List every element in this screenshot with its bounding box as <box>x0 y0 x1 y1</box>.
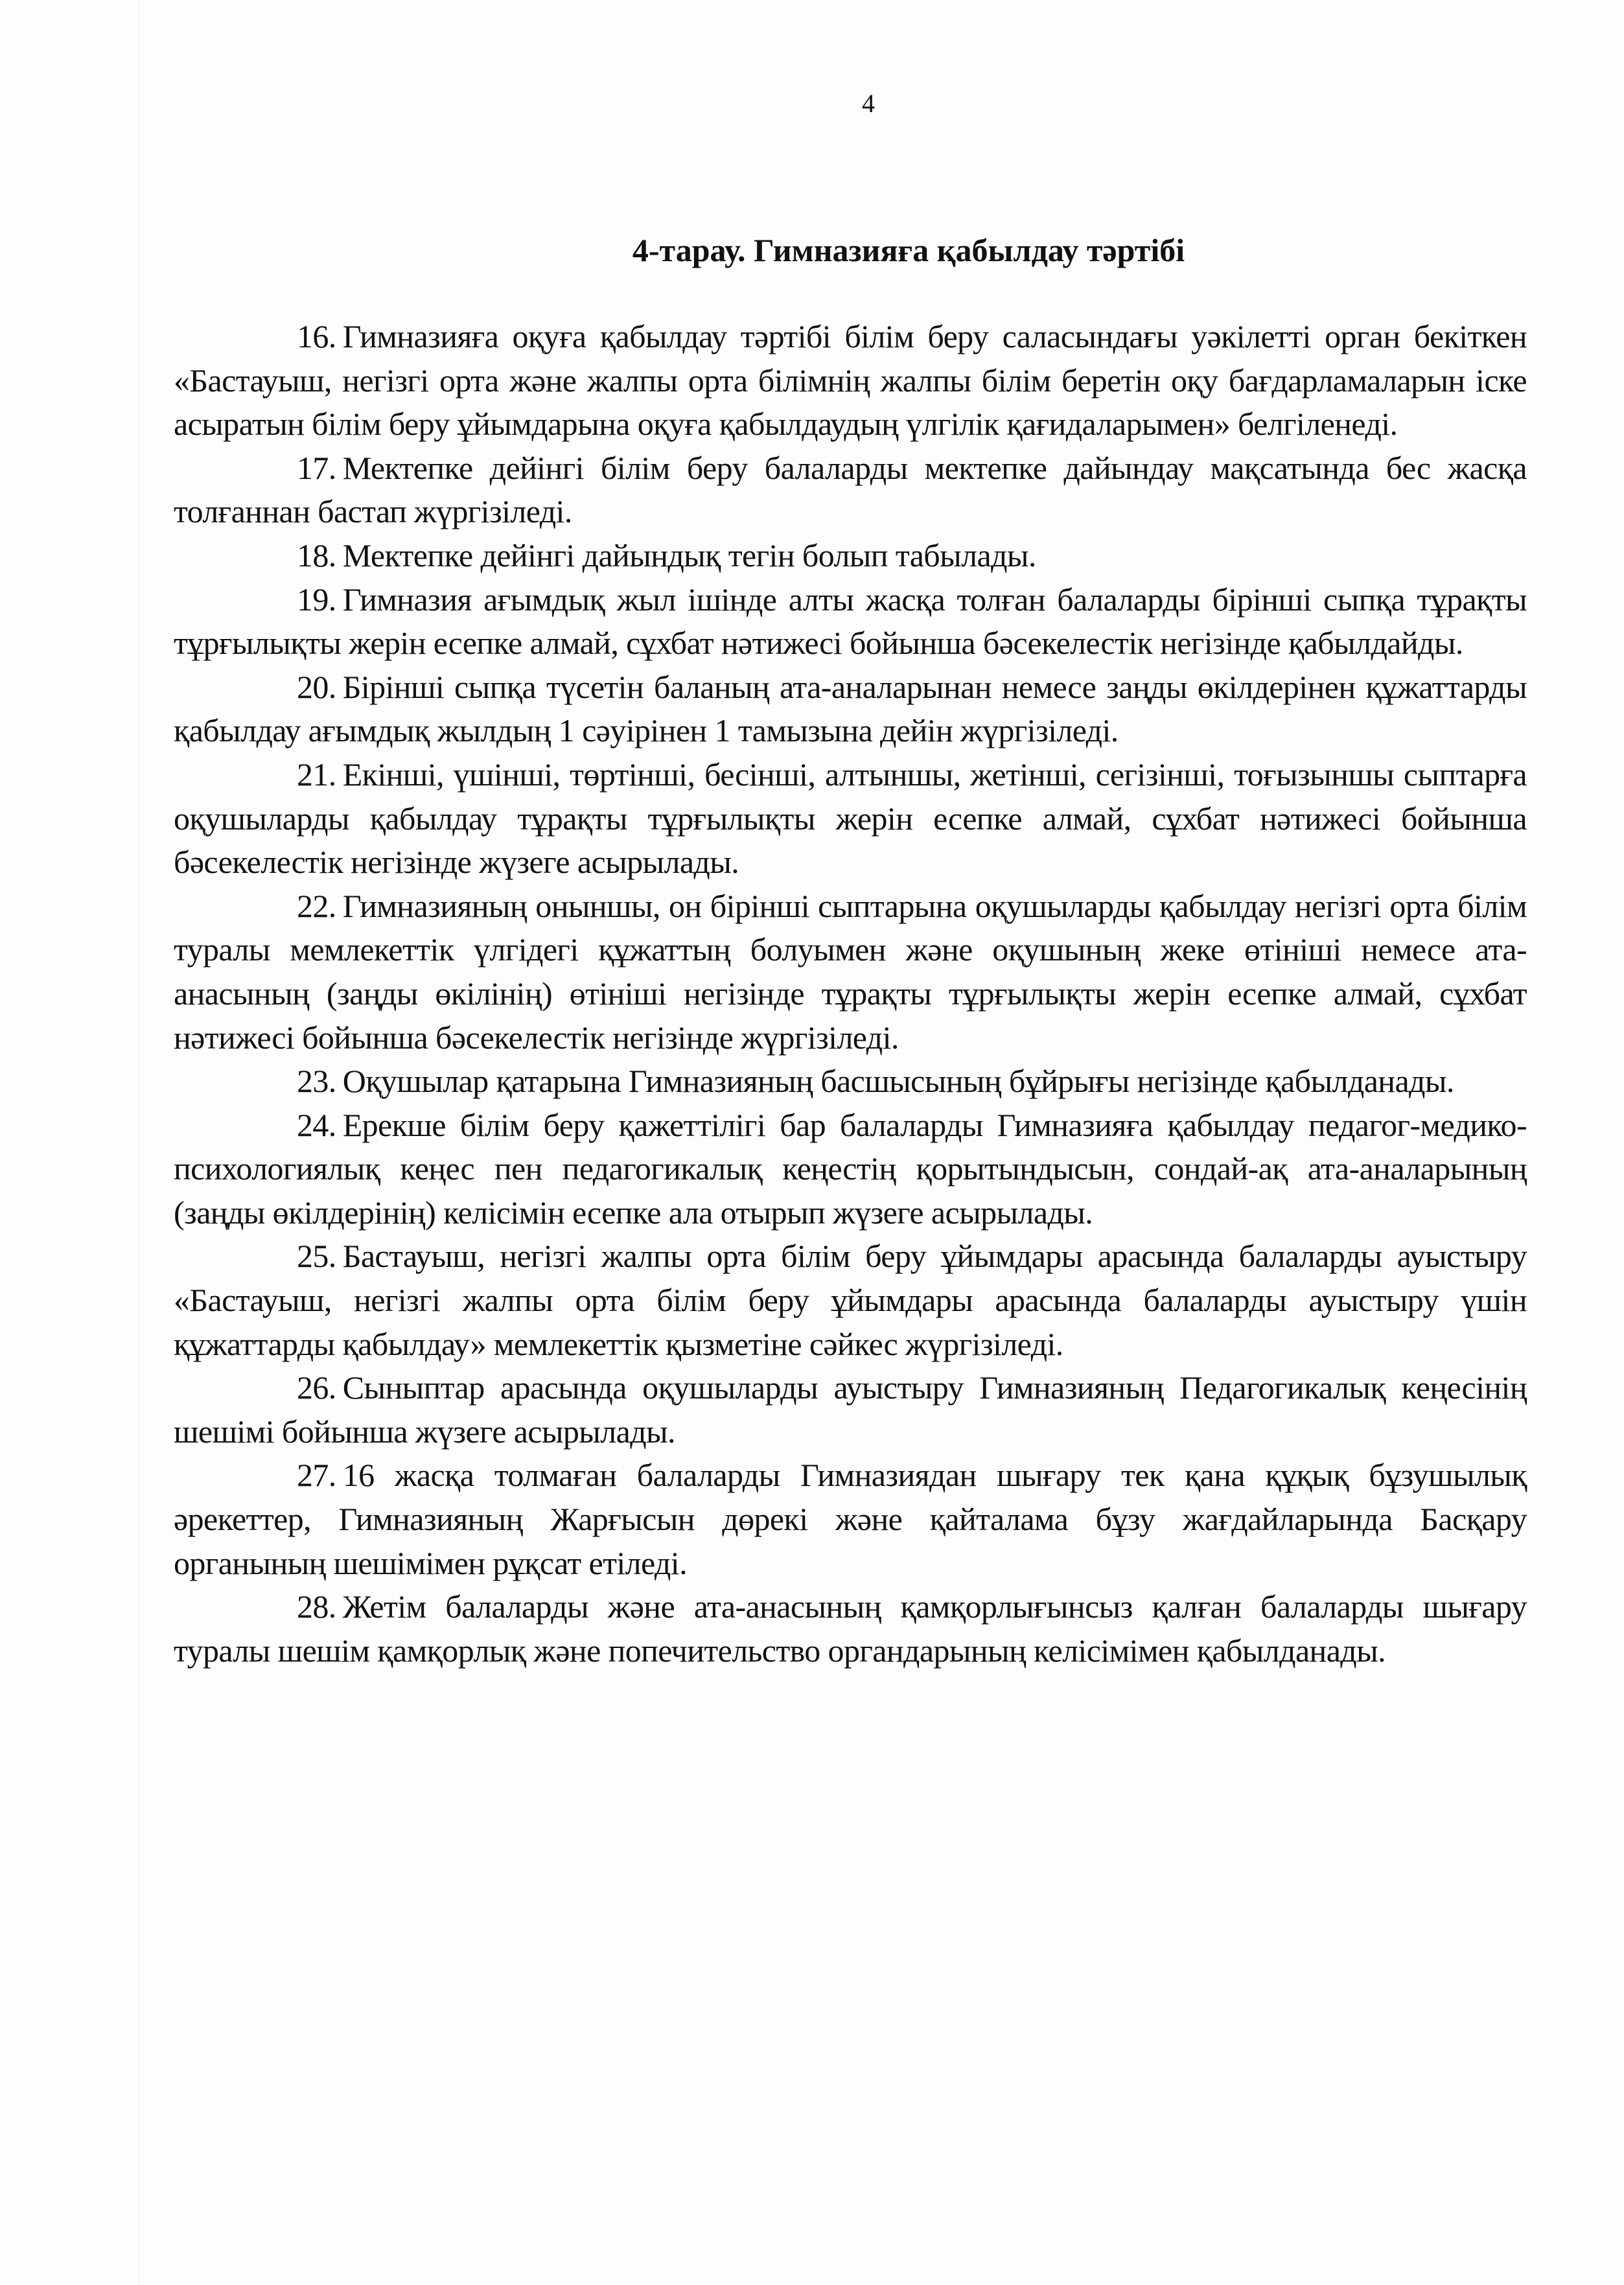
paragraph-28 <box>174 1585 1527 1673</box>
paragraph-text: Бірінші сыпқа түсетін баланың ата-аналарынан немесе заңды өкілдерінен құжаттарды қабылдау ағымдық жылдың 1 сәуірінен 1 тамызына дейін жүргізіледі. <box>174 668 1527 749</box>
paragraph-text: Сыныптар арасында оқушыларды ауыстыру Гимназияның Педагогикалық кеңесінің шешімі бойынша жүзеге асырылады. <box>174 1369 1527 1450</box>
chapter-title: 4-тарау. Гимназияға қабылдау тәртібі <box>632 232 1185 268</box>
paragraph-text: Бастауыш, негізгі жалпы орта білім беру ұйымдары арасында балаларды ауыстыру «Бастауыш, негізгі жалпы орта білім беру ұйымдары арасында балаларды ауыстыру үшін құжаттарды қабылдау» мемлекеттік қызметіне сәйкес жүргізіледі. <box>174 1238 1527 1362</box>
paragraph-text: Екінші, үшінші, төртінші, бесінші, алтыншы, жетінші, сегізінші, тоғызыншы сыптарға оқушыларды қабылдау тұрақты тұрғылықты жерін есепке алмай, сұхбат нәтижесі бойынша бәсекелестік негізінде жүзеге асырылады. <box>174 756 1527 881</box>
paragraph-24 <box>174 1104 1527 1235</box>
paragraph-number: 25. <box>297 1238 336 1275</box>
paragraph-text: Мектепке дейінгі дайындық тегін болып табылады. <box>342 537 1036 574</box>
paragraph-number: 21. <box>297 756 336 793</box>
paragraph-25 <box>174 1235 1527 1366</box>
paragraph-27 <box>174 1454 1527 1585</box>
paragraph-text: Гимназияға оқуға қабылдау тәртібі білім беру саласындағы уәкілетті орган бекіткен «Бастауыш, негізгі орта және жалпы орта білімнің жалпы білім беретін оқу бағдарламаларын іске асыратын білім беру ұйымдарына оқуға қабылдаудың үлгілік қағидаларымен» белгіленеді. <box>174 318 1527 443</box>
paragraph-26 <box>174 1366 1527 1454</box>
paragraph-17 <box>174 447 1527 534</box>
paragraph-number: 19. <box>297 581 336 618</box>
paragraph-16 <box>174 315 1527 447</box>
paragraph-text: Ерекше білім беру қажеттілігі бар балаларды Гимназияға қабылдау педагог-медико-психологиялық кеңес пен педагогикалық кеңестің қорытындысын, сондай-ақ ата-аналарының (заңды өкілдерінің) келісімін есепке ала отырып жүзеге асырылады. <box>174 1106 1527 1231</box>
paragraph-number: 20. <box>297 668 336 705</box>
page-number: 4 <box>862 89 875 118</box>
paragraph-number: 17. <box>297 449 336 486</box>
paragraph-20 <box>174 666 1527 753</box>
scan-page-crease <box>138 0 141 2285</box>
paragraph-number: 27. <box>297 1457 336 1494</box>
paragraph-number: 24. <box>297 1106 336 1143</box>
paragraph-number: 26. <box>297 1369 336 1406</box>
paragraph-text: Жетім балаларды және ата-анасының қамқорлығынсыз қалған балаларды шығару туралы шешім қамқорлық және попечительство органдарының келісімімен қабылданады. <box>174 1588 1527 1669</box>
paragraph-number: 22. <box>297 887 336 924</box>
paragraph-18 <box>174 534 1527 578</box>
paragraph-number: 28. <box>297 1588 336 1625</box>
paragraph-number: 18. <box>297 537 336 574</box>
paragraph-22 <box>174 885 1527 1060</box>
paragraph-text: 16 жасқа толмаған балаларды Гимназиядан шығару тек қана құқық бұзушылық әрекеттер, Гимназияның Жарғысын дөрекі және қайталама бұзу жағдайларында Басқару органының шешімімен рұқсат етіледі. <box>174 1457 1527 1581</box>
paragraph-21 <box>174 753 1527 885</box>
paragraph-text: Гимназия ағымдық жыл ішінде алты жасқа толған балаларды бірінші сыпқа тұрақты тұрғылықты жерін есепке алмай, сұхбат нәтижесі бойынша бәсекелестік негізінде қабылдайды. <box>174 581 1527 662</box>
paragraph-number: 23. <box>297 1063 336 1100</box>
paragraph-text: Мектепке дейінгі білім беру балаларды мектепке дайындау мақсатында бес жасқа толғаннан бастап жүргізіледі. <box>174 449 1527 530</box>
document-body <box>174 315 1527 1673</box>
paragraph-text: Оқушылар қатарына Гимназияның басшысының бұйрығы негізінде қабылданады. <box>342 1063 1454 1100</box>
paragraph-number: 16. <box>297 318 336 354</box>
paragraph-23 <box>174 1060 1527 1104</box>
paragraph-19 <box>174 578 1527 666</box>
paragraph-text: Гимназияның оныншы, он бірінші сыптарына оқушыларды қабылдау негізгі орта білім туралы мемлекеттік үлгідегі құжаттың болуымен және оқушының жеке өтініші немесе ата-анасының (заңды өкілінің) өтініші негізінде тұрақты тұрғылықты жерін есепке алмай, сұхбат нәтижесі бойынша бәсекелестік негізінде жүргізіледі. <box>174 887 1527 1056</box>
